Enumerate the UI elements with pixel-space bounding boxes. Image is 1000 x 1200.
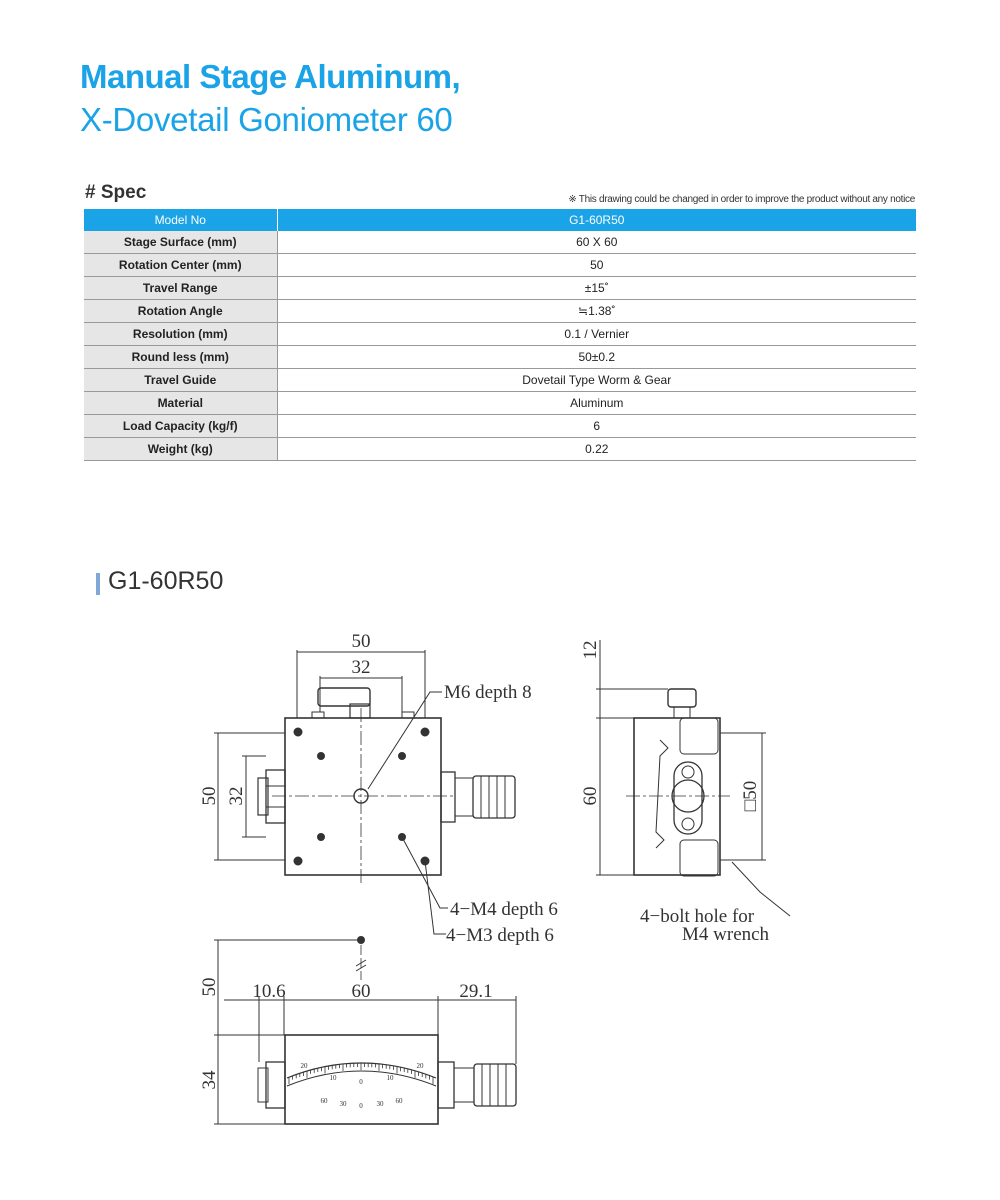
scale-label: 0 [359,1078,363,1086]
page-title: Manual Stage Aluminum, [80,58,461,95]
spec-value: ≒1.38˚ [277,300,916,323]
spec-key: Resolution (mm) [84,323,277,346]
dim-top-inner: 32 [351,657,371,678]
spec-key: Stage Surface (mm) [84,231,277,254]
callout-bolt-line1: 4−bolt hole for [640,906,755,927]
spec-value: 0.22 [277,438,916,461]
vernier-label: 30 [339,1100,347,1108]
dim-left-outer: 50 [199,786,220,806]
top-view-body [285,718,441,875]
spec-value: 0.1 / Vernier [277,323,916,346]
section-marker [96,573,100,595]
scale-label: 10 [329,1074,337,1082]
callout-m6: M6 depth 8 [444,682,532,703]
dim-top-outer: 50 [351,631,371,652]
spec-key: Rotation Center (mm) [84,254,277,277]
spec-header-key: Model No [84,209,277,231]
top-right-micrometer [441,772,455,822]
spec-value: 6 [277,415,916,438]
dim-side-top: 12 [580,640,601,660]
spec-key: Travel Range [84,277,277,300]
dim-left-inner: 32 [226,786,247,806]
vernier-label: 0 [359,1102,363,1110]
dim-front-width: 60 [351,981,371,1002]
spec-value: 50 [277,254,916,277]
spec-value: Aluminum [277,392,916,415]
spec-row [84,323,916,346]
spec-key: Load Capacity (kg/f) [84,415,277,438]
page-subtitle: X-Dovetail Goniometer 60 [80,101,453,138]
spec-key: Material [84,392,277,415]
spec-value: 50±0.2 [277,346,916,369]
spec-key: Round less (mm) [84,346,277,369]
dim-side-square: □50 [740,780,761,812]
spec-key: Rotation Angle [84,300,277,323]
spec-row [84,438,916,461]
spec-row [84,415,916,438]
vernier-label: 60 [320,1097,328,1105]
spec-key: Travel Guide [84,369,277,392]
spec-key: Weight (kg) [84,438,277,461]
dim-front-height: 34 [199,1070,220,1090]
spec-header-row [84,209,916,231]
technical-drawing [0,600,1000,1200]
spec-heading: # Spec [85,182,147,203]
section-title: G1-60R50 [108,567,224,595]
dim-front-left: 10.6 [252,981,286,1002]
callout-m4: 4−M4 depth 6 [450,899,558,920]
dim-side-height: 60 [580,786,601,806]
vernier-label: 30 [376,1100,384,1108]
spec-row [84,254,916,277]
side-view-body [634,718,720,875]
vernier-label: 60 [395,1097,403,1105]
top-knob [318,688,370,706]
callout-m3: 4−M3 depth 6 [446,925,554,946]
dim-front-top: 50 [199,977,220,997]
scale-label: 20 [416,1062,424,1070]
spec-row [84,346,916,369]
scale-label: 20 [300,1062,308,1070]
callout-bolt-line2: M4 wrench [682,924,770,945]
spec-value: 60 X 60 [277,231,916,254]
spec-row [84,392,916,415]
spec-row [84,231,916,254]
top-left-adjuster [266,770,285,823]
front-center-mark [357,936,365,944]
scale-label: 10 [386,1074,394,1082]
spec-table [84,209,916,461]
spec-row [84,277,916,300]
dim-front-right: 29.1 [459,981,493,1002]
spec-value: ±15˚ [277,277,916,300]
spec-value: Dovetail Type Worm & Gear [277,369,916,392]
spec-row [84,369,916,392]
spec-header-value: G1-60R50 [277,209,916,231]
spec-notice: ※ This drawing could be changed in order to improve the product without any notice [568,194,915,205]
spec-row [84,300,916,323]
